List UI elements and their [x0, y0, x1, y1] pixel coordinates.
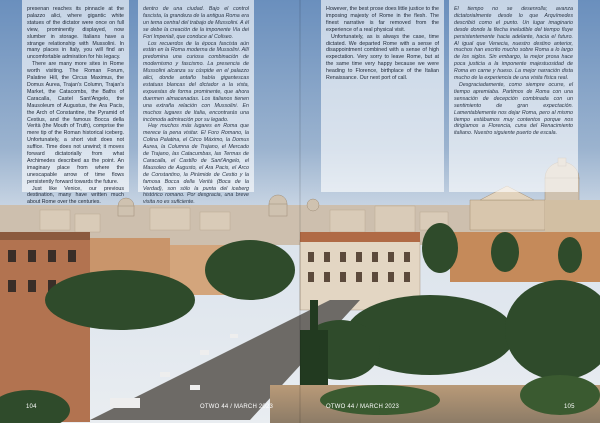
right-english-column — [321, 0, 444, 192]
paragraph: dentro de una ciudad. Bajo el control fascista, la grandeza de la antigua Roma era un tema central del trabajo de Mussolini. A él se debe la creación de la imponente Via dei Fori Imperiali, que conduce al Coliseo. — [143, 6, 249, 40]
paragraph: Just like Venice, our previous destination, many have written much about Rome over the centuries. — [27, 185, 124, 206]
right-spanish-column — [449, 0, 578, 192]
page-gutter — [299, 0, 301, 423]
page-number-left: 104 — [26, 404, 37, 410]
paragraph: Unfortunately, as is always the case, time dictated. We departed Rome with a sense of disappointment combined with a sense of high expectation. Very sorry to leave Rome, but at the same time very happy because we were heading to Florence, birthplace of the Italian Renaissance. Our next port of call. — [326, 33, 439, 82]
left-english-column — [22, 0, 129, 206]
paragraph: El tiempo no se desenrolla; avanza dictatorialmente desde lo que Arquímedes describió como el punto. Un lugar imaginario desde donde la flecha ineludible del tiempo fluye persistentemente hacia adelante, hacia el futuro. Al igual que Venecia, nuestro destino anterior, muchos han escrito mucho sobre Roma a lo largo de los siglos. Sin embargo, la mejor prosa hace poca justicia a la imponente majestuosidad de Roma en carne y hueso. La mejor narración dista mucho de la experiencia de una visita física real. — [454, 6, 573, 82]
paragraph: Desgraciadamente, como siempre ocurre, el tiempo apremiaba. Partimos de Roma con una sensación de decepción combinada con un sentimiento de gran expectación. Lamentablemente nos dejar Roma, pero al mismo tiempo estábamos muy contentos porque nos dirigíamos a Florencia, cuna del Renacimiento italiano. Nuestro siguiente puerto de escala. — [454, 81, 573, 137]
page-number-right: 105 — [564, 404, 575, 410]
masthead-left: OTWO 44 / MARCH 2023 — [200, 404, 274, 410]
paragraph: However, the best prose does little justice to the imposing majesty of Rome in the flesh. The finest narrative is far removed from the experience of a real physical visit. — [326, 6, 439, 33]
paragraph: presenan reaches its pinnacle at the palazzo alici, where gigantic white statues of the dictator were once on full view, prominently displayed, now slumber in storage. Italians have a strange relationship with Mussolini. In many places in Italy, you will find an uncomfortable admiration for his legacy. — [27, 6, 124, 61]
left-spanish-column — [138, 0, 254, 206]
paragraph: There are many more sites in Rome worth visiting. The Roman Forum, Palatine Hill, the Circus Maximus, the Domus Aurea, Trajan's Column, Trajan's Market, the Catacombs, the Baths of Caracalla, Castel Sant'Angelo, the Mausoleum of Augustus, the Ara Pacis, the Arch of Constantine, the Pyramid of Cestius, and the famous Bocca della Verità (the Mouth of Truth), comprise the mere tip of the Roman historical iceberg. Unfortunately, a short visit does not suffice. Time does not unwind; it moves forward dictatorially from what Archimedes described as the point. An imaginary place from where the unescapable arrow of time flows persistently forward towards the future. — [27, 61, 124, 185]
paragraph: Los recuerdos de la época fascista aún están en la Roma moderna de Mussolini. Allí predomina una curiosa combinación de modernismo y fascismo. La presencia de Mussolini alcanza su cúspide en el palazzo alici, donde antaño había gigantescas estatuas blancas del dictador a la vista, expuestas de forma prominente, que ahora duermen almacenadas. Los italianos tienen una extraña relación con Mussolini. En muchos lugares de Italia, encontrarás una incómoda admiración por su legado. — [143, 40, 249, 123]
paragraph: Hay muchos más lugares en Roma que merece la pena visitar. El Foro Romano, la Colina Palatina, el Circo Máximo, la Domus Aurea, la Columna de Trajano, el Mercado de Trajano, las Catacumbas, las Termas de Caracalla, el Castillo de Sant'Angelo, el Mausoleo de Augusto, el Ara Pacis, el Arco de Constantino, la Pirámide de Cestio y la famosa Bocca della Verità (Boca de la Verdad), son sólo la punta del iceberg histórico romano. Por desgracia, una breve visita no es suficiente. — [143, 123, 249, 206]
masthead-right: OTWO 44 / MARCH 2023 — [326, 404, 400, 410]
